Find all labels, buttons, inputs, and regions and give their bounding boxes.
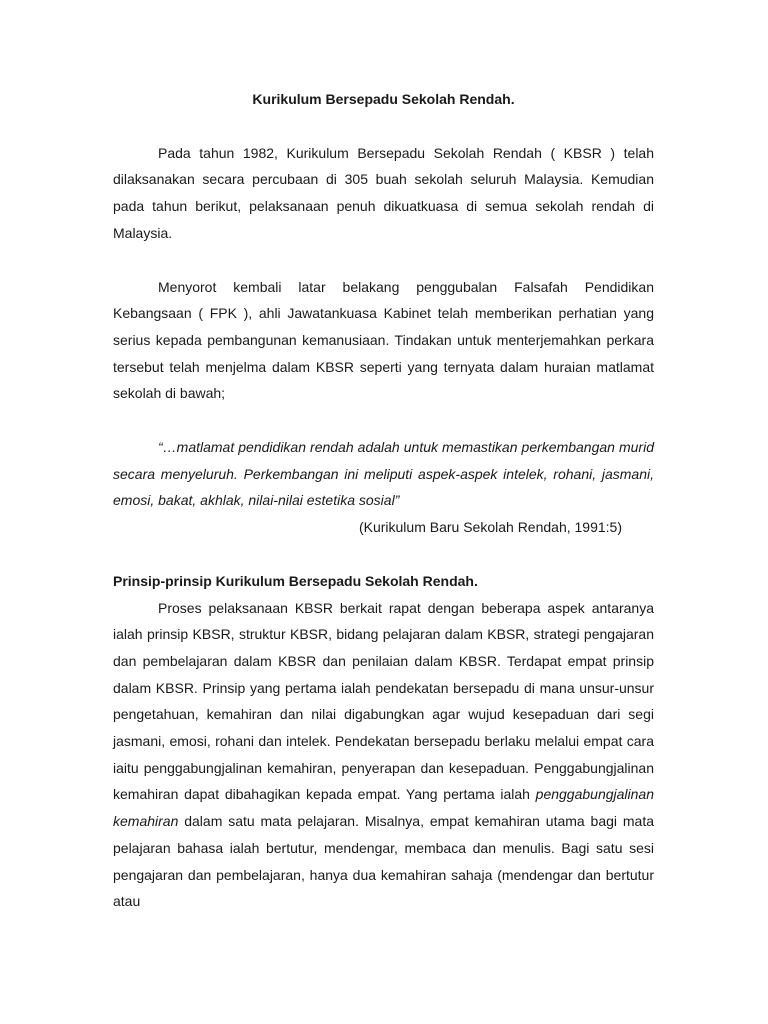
paragraph-text: Proses pelaksanaan KBSR berkait rapat dengan beberapa aspek antaranya ialah prinsip KBSR, struktur KBSR, bidang pelajaran dalam KBSR, strategi pengajaran dan pembelajaran dalam KBSR dan penilaian dalam KBSR. Terdapat empat prinsip dalam KBSR. Prinsip yang pertama ialah pendekatan bersepadu di mana unsur-unsur pengetahuan, kemahiran dan nilai digabungkan agar wujud kesepaduan dari segi jasmani, emosi, rohani dan intelek. Pendekatan bersepadu berlaku melalui empat cara iaitu penggabungjalinan kemahiran, penyerapan dan kesepaduan. Penggabungjalinan kemahiran dapat dibahagikan kepada empat. Yang pertama ialah (113, 599, 654, 803)
paragraph-text: dalam satu mata pelajaran. Misalnya, empat kemahiran utama bagi mata pelajaran bahasa ialah bertutur, mendengar, membaca dan menulis. Bagi satu sesi pengajaran dan pembelajaran, hanya dua kemahiran sahaja (mendengar dan bertutur atau (113, 813, 654, 910)
spacer (113, 407, 654, 434)
quote-citation: (Kurikulum Baru Sekolah Rendah, 1991:5) (358, 519, 622, 536)
spacer (113, 247, 654, 274)
document-title: Kurikulum Bersepadu Sekolah Rendah. (252, 91, 515, 107)
paragraph-background: Menyorot kembali latar belakang penggubalan Falsafah Pendidikan Kebangsaan ( FPK ), ahli Jawatankuasa Kabinet telah memberikan perhatian yang serius kepada pembangunan kemanusiaan. Tindakan untuk menterjemahkan perkara tersebut telah menjelma dalam KBSR seperti yang ternyata dalam huraian matlamat sekolah di bawah; (113, 278, 654, 402)
block-quote: “…matlamat pendidikan rendah adalah untuk memastikan perkembangan murid secara menyeluruh. Perkembangan ini meliputi aspek-aspek intelek, rohani, jasmani, emosi, bakat, akhlak, nilai-nilai estetika sosial” (113, 439, 654, 509)
paragraph-principles (113, 595, 654, 915)
paragraph-intro: Pada tahun 1982, Kurikulum Bersepadu Sekolah Rendah ( KBSR ) telah dilaksanakan secara percubaan di 305 buah sekolah seluruh Malaysia. Kemudian pada tahun berikut, pelaksanaan penuh dikuatkuasa di semua sekolah rendah di Malaysia. (113, 144, 654, 241)
italic-term: penggabungjalinan kemahiran (113, 786, 654, 830)
section-heading: Prinsip-prinsip Kurikulum Bersepadu Sekolah Rendah. (113, 572, 478, 589)
spacer (113, 113, 654, 140)
document-page (113, 86, 654, 915)
spacer (113, 541, 654, 568)
